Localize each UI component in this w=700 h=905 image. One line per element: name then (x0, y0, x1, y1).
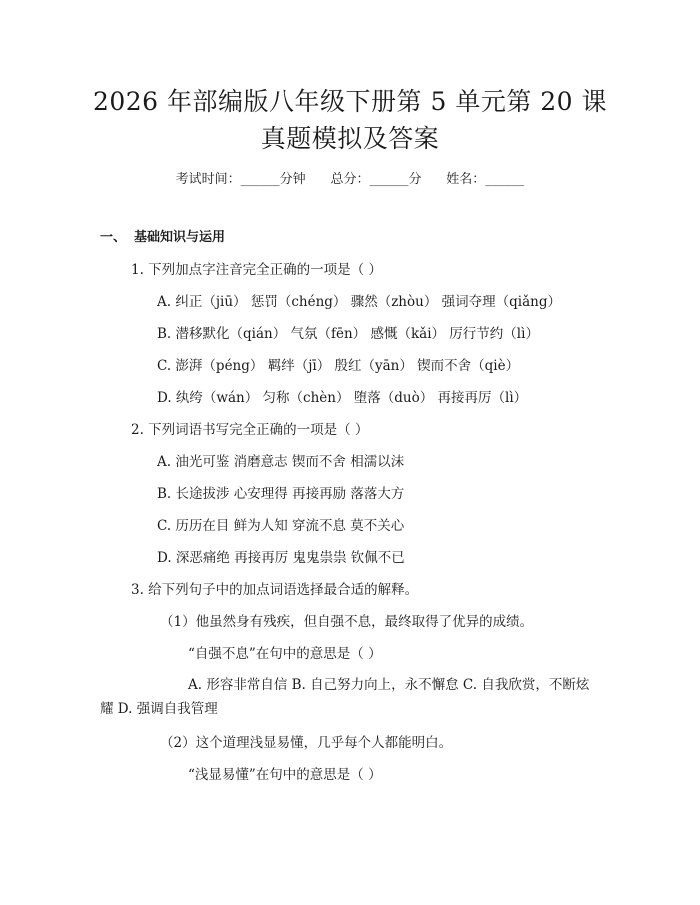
exam-time-field: 考试时间：______分钟 (175, 172, 306, 187)
question-3-sub1-sentence: （1）他虽然身有残疾，但自强不息，最终取得了优异的成绩。 (160, 614, 534, 630)
section-number: 一、 (100, 230, 127, 245)
exam-info (0, 168, 700, 187)
question-2-option-d: D. 深恶痛绝 再接再厉 鬼鬼祟祟 钦佩不已 (157, 550, 405, 566)
section-heading (100, 229, 225, 247)
question-3-sub1-prompt: “自强不息”在句中的意思是（ ） (188, 646, 382, 662)
question-1-option-a: A. 纠正（jiū） 惩罚（chéng） 骤然（zhòu） 强词夺理（qiǎng） (157, 294, 561, 310)
student-name-field: 姓名：______ (446, 172, 525, 187)
question-2-option-a: A. 油光可鉴 消磨意志 锲而不舍 相濡以沫 (157, 454, 405, 470)
question-1-option-b: B. 潜移默化（qián） 气氛（fēn） 感慨（kǎi） 厉行节约（lì） (157, 326, 539, 342)
question-3-sub2-sentence: （2）这个道理浅显易懂，几乎每个人都能明白。 (160, 735, 453, 751)
question-2-option-b: B. 长途拔涉 心安理得 再接再励 落落大方 (157, 486, 405, 502)
question-1-option-c: C. 澎湃（péng） 羁绊（jī） 殷红（yān） 锲而不舍（qiè） (157, 358, 520, 374)
question-1-option-d: D. 纨绔（wán） 匀称（chèn） 堕落（duò） 再接再厉（lì） (157, 390, 528, 406)
document-title-line2: 真题模拟及答案 (260, 124, 440, 153)
question-3-sub1-options: A. 形容非常自信 B. 自己努力向上，永不懈怠 C. 自我欣赏，不断炫耀 D. 强调自我管理 (100, 677, 590, 717)
question-3-stem: 3. 给下列句子中的加点词语选择最合适的解释。 (131, 582, 419, 598)
document-title-line1: 2026 年部编版八年级下册第 5 单元第 20 课 (92, 87, 608, 116)
question-1-stem: 1. 下列加点字注音完全正确的一项是（ ） (131, 262, 382, 278)
question-2-option-c: C. 历历在目 鲜为人知 穿流不息 莫不关心 (157, 518, 405, 534)
question-2-stem: 2. 下列词语书写完全正确的一项是（ ） (131, 422, 369, 438)
section-title: 基础知识与运用 (134, 230, 226, 245)
total-score-field: 总分：______分 (330, 172, 422, 187)
question-3-sub2-prompt: “浅显易懂”在句中的意思是（ ） (188, 767, 382, 783)
